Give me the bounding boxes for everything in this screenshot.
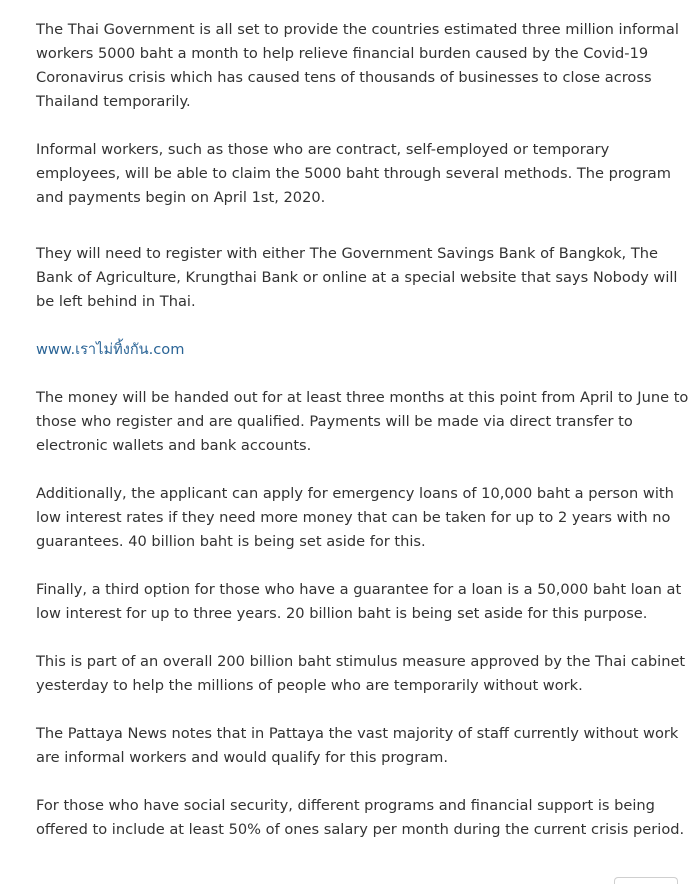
article-paragraph: The Thai Government is all set to provide the countries estimated three million informal workers 5000 baht a month to help relieve financial burden caused by the Covid-19 Coronavirus crisis which has caused tens of thousands of businesses to close across Thailand temporarily. (36, 21, 679, 110)
article-paragraph: They will need to register with either The Government Savings Bank of Bangkok, The Bank of Agriculture, Krungthai Bank or online at a special website that says Nobody will be left behind in Thai. (36, 245, 678, 310)
article-paragraph: The money will be handed out for at least three months at this point from April to June to those who register and are qualified. Payments will be made via direct transfer to electronic wallets and bank accounts. (36, 389, 689, 454)
registration-website-link[interactable]: www.เราไม่ทิ้งกัน.com (36, 341, 185, 358)
article-paragraph: For those who have social security, different programs and financial support is being offered to include at least 50% of ones salary per month during the current crisis period. (36, 797, 685, 838)
article-paragraph: Finally, a third option for those who have a guarantee for a loan is a 50,000 baht loan at low interest for up to three years. 20 billion baht is being set aside for this purpose. (36, 581, 682, 622)
article-paragraph: This is part of an overall 200 billion baht stimulus measure approved by the Thai cabinet yesterday to help the millions of people who are temporarily without work. (36, 653, 686, 694)
article-paragraph: Informal workers, such as those who are contract, self-employed or temporary employees, will be able to claim the 5000 baht through several methods. The program and payments begin on April 1st, 2020. (36, 141, 671, 206)
article-body (36, 18, 689, 842)
article-paragraph: Additionally, the applicant can apply for emergency loans of 10,000 baht a person with low interest rates if they need more money that can be taken for up to 2 years with no guarantees. 40 billion baht is being set aside for this. (36, 485, 674, 550)
article-paragraph: The Pattaya News notes that in Pattaya the vast majority of staff currently without work are informal workers and would qualify for this program. (36, 725, 679, 766)
